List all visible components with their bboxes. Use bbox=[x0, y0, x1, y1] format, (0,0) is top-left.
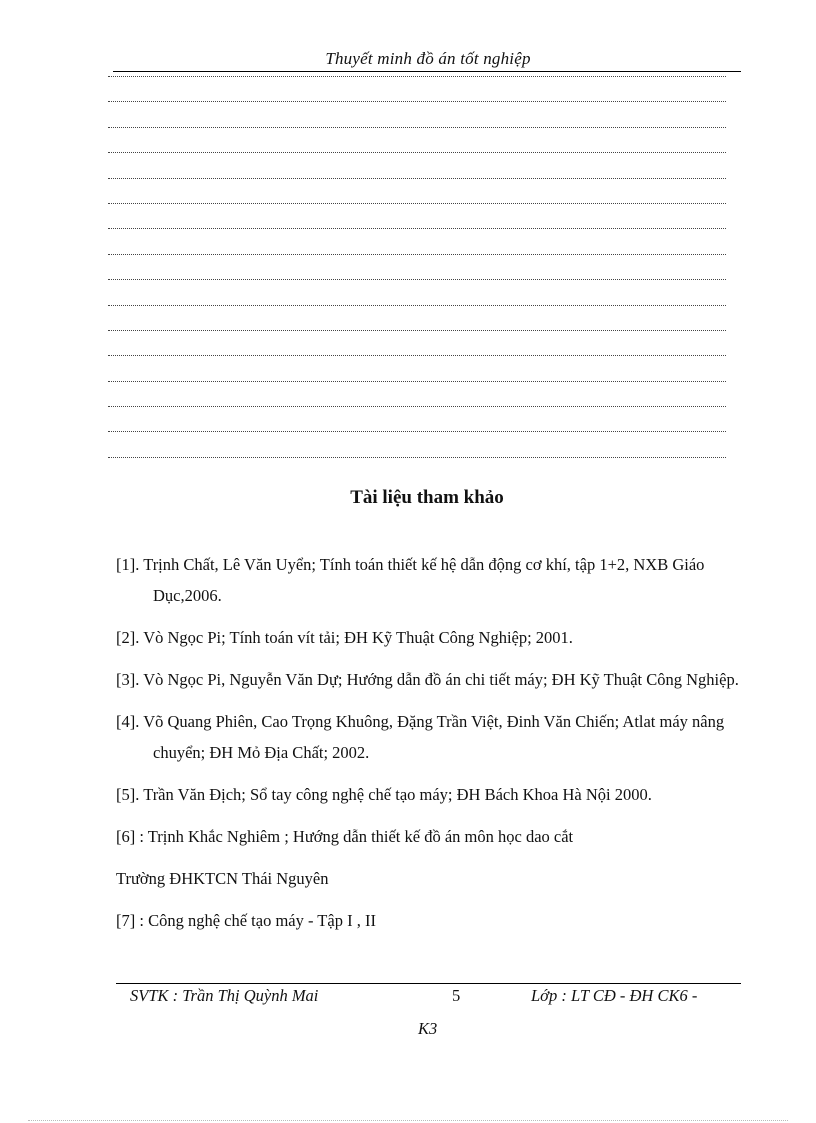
dotted-line bbox=[108, 305, 726, 306]
reference-item: [3]. Vò Ngọc Pi, Nguyễn Văn Dự; Hướng dẫn đồ án chi tiết máy; ĐH Kỹ Thuật Công Nghiệp. bbox=[116, 670, 739, 689]
page-bottom-border bbox=[28, 1120, 788, 1121]
header-divider bbox=[113, 71, 741, 72]
dotted-line bbox=[108, 355, 726, 356]
dotted-line bbox=[108, 76, 726, 77]
reference-item: [4]. Võ Quang Phiên, Cao Trọng Khuông, Đặng Trần Việt, Đinh Văn Chiến; Atlat máy nâng chuyển; ĐH Mỏ Địa Chất; 2002. bbox=[116, 712, 725, 762]
dotted-line bbox=[108, 406, 726, 407]
reference-item: [6] : Trịnh Khắc Nghiêm ; Hướng dẫn thiết kế đồ án môn học dao cắt bbox=[116, 827, 574, 846]
dotted-line bbox=[108, 203, 726, 204]
reference-item: Trường ĐHKTCN Thái Nguyên bbox=[116, 869, 329, 888]
reference-item: [1]. Trịnh Chất, Lê Văn Uyển; Tính toán thiết kế hệ dẫn động cơ khí, tập 1+2, NXB Giáo Dục,2006. bbox=[116, 555, 705, 605]
footer-student: SVTK : Trần Thị Quỳnh Mai bbox=[130, 986, 319, 1005]
reference-item: [5]. Trần Văn Địch; Sổ tay công nghệ chế tạo máy; ĐH Bách Khoa Hà Nội 2000. bbox=[116, 785, 652, 804]
dotted-line bbox=[108, 330, 726, 331]
footer-divider bbox=[116, 983, 741, 984]
reference-list bbox=[116, 549, 744, 947]
dotted-line bbox=[108, 279, 726, 280]
dotted-line bbox=[108, 457, 726, 458]
reference-item: [2]. Vò Ngọc Pi; Tính toán vít tải; ĐH Kỹ Thuật Công Nghiệp; 2001. bbox=[116, 628, 573, 647]
footer-class: Lớp : LT CĐ - ĐH CK6 - bbox=[531, 986, 698, 1005]
footer-page-number: 5 bbox=[452, 986, 461, 1005]
dotted-line bbox=[108, 381, 726, 382]
reference-item: [7] : Công nghệ chế tạo máy - Tập I , II bbox=[116, 911, 376, 930]
dotted-line bbox=[108, 178, 726, 179]
dotted-line bbox=[108, 254, 726, 255]
section-title: Tài liệu tham khảo bbox=[350, 487, 504, 508]
dotted-line bbox=[108, 101, 726, 102]
dotted-line bbox=[108, 152, 726, 153]
dotted-line bbox=[108, 431, 726, 432]
dotted-line bbox=[108, 127, 726, 128]
dotted-blank-lines bbox=[108, 76, 726, 482]
page-header-title: Thuyết minh đồ án tốt nghiệp bbox=[325, 49, 531, 68]
footer-class-continued: K3 bbox=[418, 1019, 438, 1038]
dotted-line bbox=[108, 228, 726, 229]
